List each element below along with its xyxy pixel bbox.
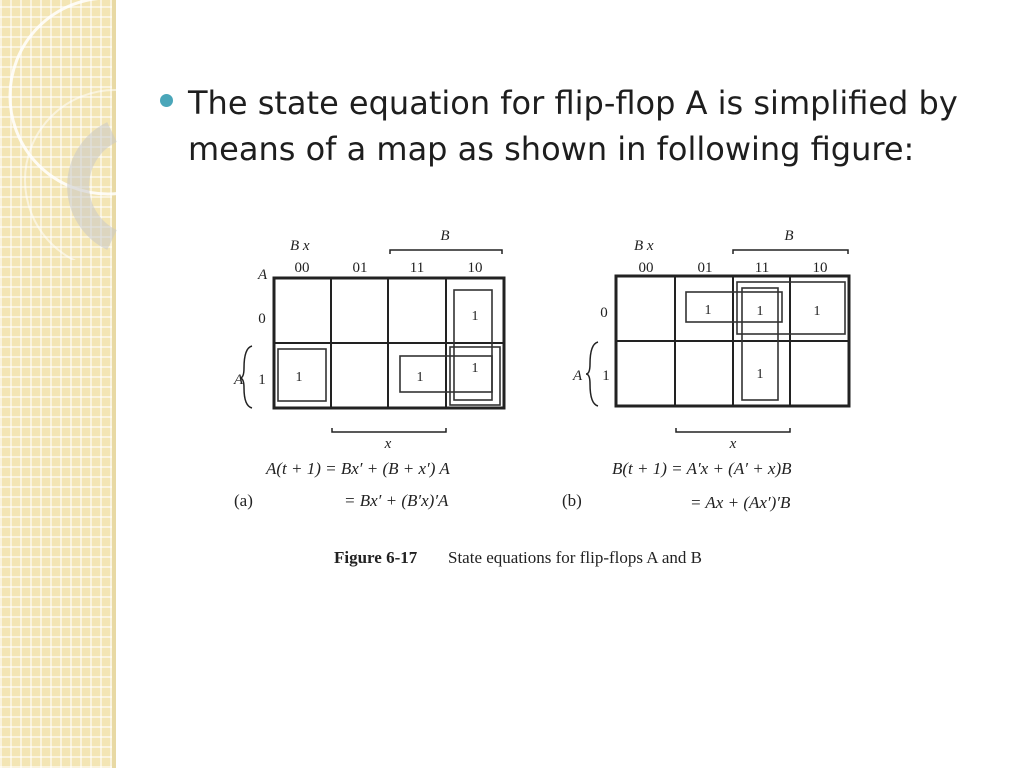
figure-caption-label: Figure 6-17 [334,548,418,567]
kmap-b-col-1: 01 [697,260,713,276]
kmap-a-group-col10 [454,290,492,400]
kmap-a-left-bracket-label: A [234,372,244,388]
kmap-b-col-0: 00 [638,260,654,276]
kmap-a-top-bracket [390,250,502,254]
kmap-b-col-2: 11 [754,260,770,276]
kmap-a-bottom-bracket [332,428,446,432]
kmap-b-row-0: 0 [600,305,608,321]
kmap-b-corner-var-top: B x [634,238,654,254]
bullet-dot-icon [160,94,173,107]
kmap-a-row-0: 0 [258,311,266,327]
kmap-a-cell-1-0: 1 [295,370,303,385]
kmap-b-top-bracket [733,250,848,254]
kmap-a-bottom-bracket-label: x [384,436,392,452]
kmap-b-bottom-bracket [676,428,790,432]
kmap-b-left-bracket-label: A [573,368,583,384]
kmap-a-label: (a) [234,491,253,510]
kmap-a [233,228,504,510]
kmap-b-equation-1: B(t + 1) = A′x + (A′ + x)B [612,459,792,478]
kmap-b-equation-2: = Ax + (Ax′)′B [690,493,791,512]
kmap-a-cell-1-3: 1 [471,361,479,376]
kmap-a-col-0: 00 [294,260,310,276]
kmap-b-col-3: 10 [812,260,828,276]
kmap-a-corner-var-left: A [258,267,268,283]
kmap-b-cell-0-3: 1 [813,304,821,319]
kmap-a-col-3: 10 [467,260,483,276]
kmap-b [562,228,849,512]
kmap-a-cell-0-3: 1 [471,309,479,324]
kmap-a-left-bracket [240,346,252,408]
kmap-b-cell-0-1: 1 [704,303,712,318]
kmap-b-top-bracket-label: B [784,228,794,244]
kmap-a-equation-2: = Bx′ + (B′x)′A [344,491,449,510]
kmap-a-row-1: 1 [258,372,266,388]
kmap-b-left-bracket [586,342,598,406]
kmap-b-cell-1-2: 1 [756,367,764,382]
kmap-a-cell-1-2: 1 [416,370,424,385]
kmap-figure [200,218,880,578]
kmap-a-corner-var-top: B x [290,238,310,254]
kmap-a-top-bracket-label: B [440,228,450,244]
kmap-a-col-2: 11 [409,260,425,276]
kmap-a-col-1: 01 [352,260,368,276]
kmap-a-equation-1: A(t + 1) = Bx′ + (B + x′) A [266,459,450,478]
bullet-text: The state equation for flip-flop A is simplified by means of a map as shown in following figure: [188,84,958,168]
kmap-b-cell-0-2: 1 [756,304,764,319]
kmap-b-label: (b) [562,491,582,510]
figure-caption-text: State equations for flip-flops A and B [448,548,703,567]
kmap-b-row-1: 1 [602,368,610,384]
kmap-b-bottom-bracket-label: x [729,436,737,452]
